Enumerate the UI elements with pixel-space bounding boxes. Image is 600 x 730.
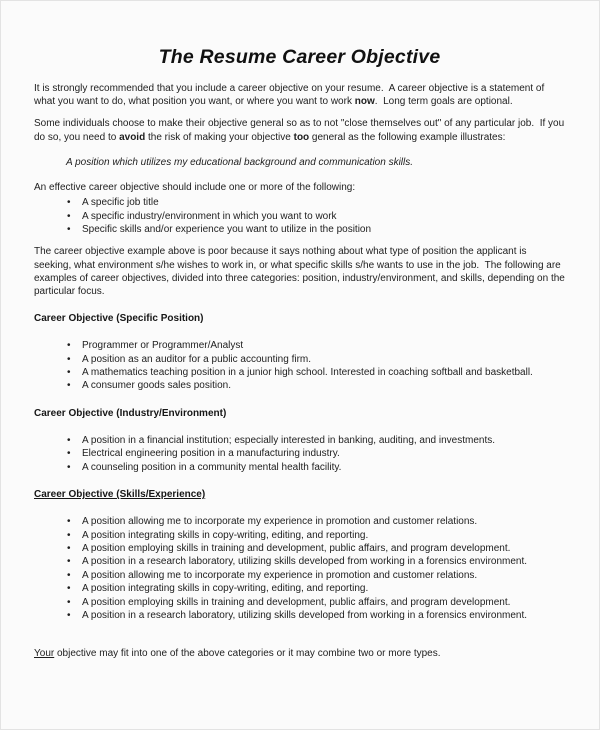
bullet-item: • A position integrating skills in copy-writing, editing, and reporting. xyxy=(34,529,565,542)
bullet-item: • A position as an auditor for a public accounting firm. xyxy=(34,353,565,366)
bullet-item: • A position in a research laboratory, utilizing skills developed from working in a forensics environment. xyxy=(34,609,565,622)
bullet-list xyxy=(34,515,565,622)
section-heading: Career Objective (Industry/Environment) xyxy=(34,407,227,419)
paragraph xyxy=(34,181,565,194)
text-segment: Your xyxy=(34,648,55,660)
bullet-item: • A position integrating skills in copy-writing, editing, and reporting. xyxy=(34,582,565,595)
bullet-item: • A consumer goods sales position. xyxy=(34,379,565,392)
bullet-item: • Specific skills and/or experience you want to utilize in the position xyxy=(34,223,565,236)
text-segment: the risk of making your objective xyxy=(145,131,294,143)
paragraph xyxy=(34,647,565,660)
text-segment: Some individuals choose to make their objective general so as to not "close themselves out" of any particular job. If you do so, you need to xyxy=(34,118,567,143)
text-segment: objective may fit into one of the above categories or it may combine two or more types. xyxy=(54,648,441,660)
section-heading: Career Objective (Skills/Experience) xyxy=(34,489,206,501)
bullet-item: • A position allowing me to incorporate my experience in promotion and customer relations. xyxy=(34,515,565,528)
bullet-list xyxy=(34,196,565,236)
bullet-item: • A position in a research laboratory, utilizing skills developed from working in a forensics environment. xyxy=(34,555,565,568)
text-segment: avoid xyxy=(119,131,146,143)
bullet-item: • A position allowing me to incorporate my experience in promotion and customer relations. xyxy=(34,569,565,582)
text-segment: too xyxy=(293,131,310,143)
paragraph xyxy=(34,82,565,108)
text-segment: A position which utilizes my educational background and communication skills. xyxy=(66,156,414,168)
bullet-item: • A counseling position in a community mental health facility. xyxy=(34,461,565,474)
example-objective xyxy=(66,156,565,169)
text-segment: The career objective example above is poor because it says nothing about what type of position the applicant is seeking, what environment s/he wishes to work in, or what specific skills s/he wants to use in the job. The following are examples of career objectives, divided into three categories: position, industry/environment, and skills, depending on the particular focus. xyxy=(34,246,568,298)
section-heading: Career Objective (Specific Position) xyxy=(34,313,204,325)
bullet-item: • A specific job title xyxy=(34,196,565,209)
bullet-item: • Programmer or Programmer/Analyst xyxy=(34,339,565,352)
bullet-item: • A position employing skills in training and development, public affairs, and program development. xyxy=(34,542,565,555)
bullet-item: • A specific industry/environment in which you want to work xyxy=(34,210,565,223)
text-segment: . Long term goals are optional. xyxy=(374,96,513,108)
paragraph xyxy=(34,245,568,298)
bullet-list xyxy=(34,434,565,474)
bullet-item: • Electrical engineering position in a manufacturing industry. xyxy=(34,447,565,460)
text-segment: It is strongly recommended that you include a career objective on your resume. A career objective is a statement of what you want to do, what position you want, or where you want to work xyxy=(34,83,548,108)
text-segment: general as the following example illustrates: xyxy=(309,131,506,143)
bullet-item: • A mathematics teaching position in a junior high school. Interested in coaching softball and basketball. xyxy=(34,366,565,379)
paragraph xyxy=(34,117,565,143)
text-segment: An effective career objective should include one or more of the following: xyxy=(34,182,356,194)
document-body xyxy=(34,82,568,661)
page-title: The Resume Career Objective xyxy=(158,46,441,68)
bullet-item: • A position employing skills in training and development, public affairs, and program development. xyxy=(34,596,565,609)
text-segment: now xyxy=(354,96,375,108)
bullet-list xyxy=(34,339,565,393)
bullet-item: • A position in a financial institution; especially interested in banking, auditing, and investments. xyxy=(34,434,565,447)
